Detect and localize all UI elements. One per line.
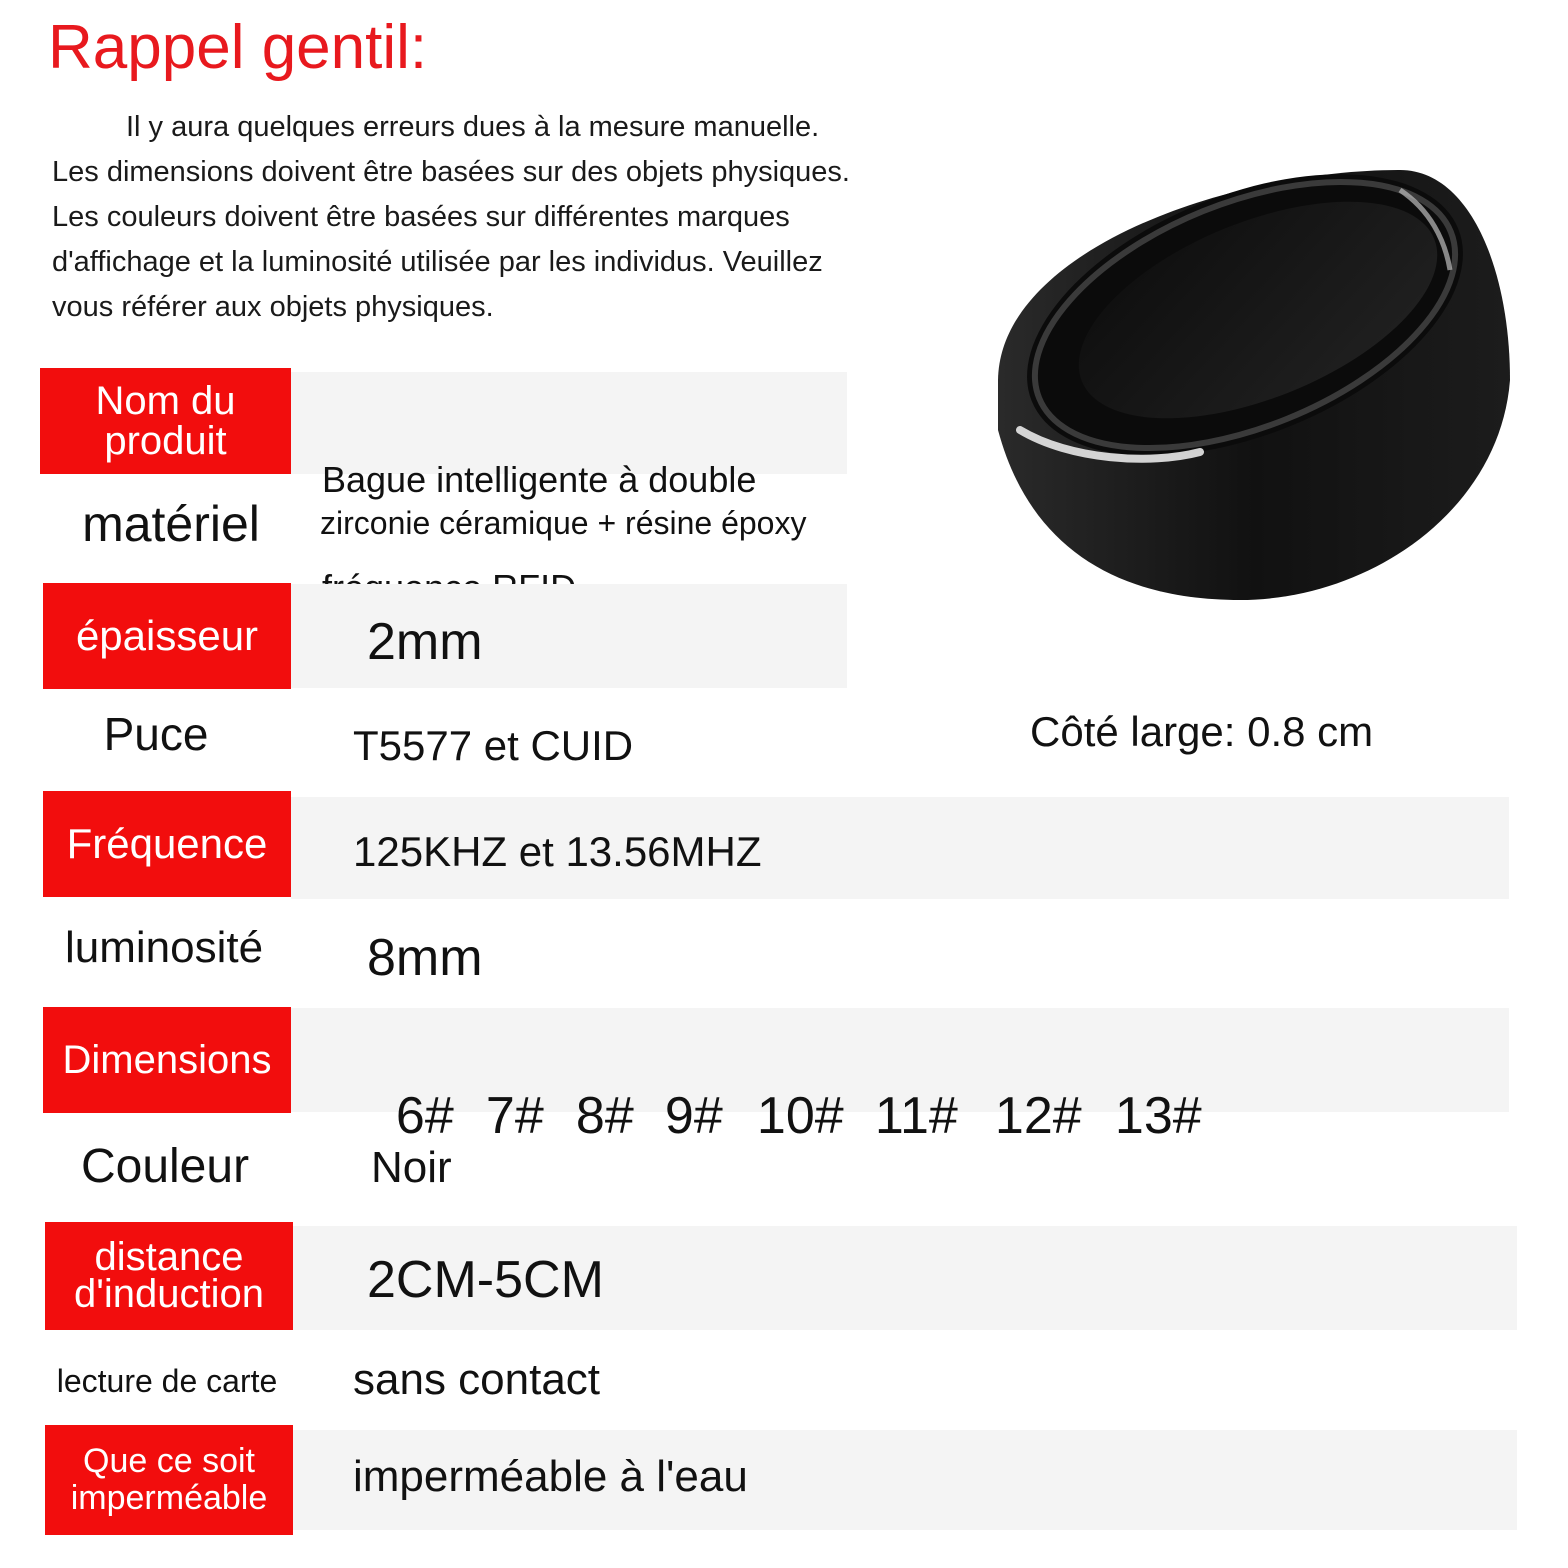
label-brightness: luminosité <box>64 923 264 972</box>
label-induction-distance <box>45 1222 293 1330</box>
notice-line: d'affichage et la luminosité utilisée par les individus. Veuillez <box>52 246 823 278</box>
label-product-name <box>40 368 291 474</box>
label-dimensions: Dimensions <box>43 1007 291 1113</box>
label-text: imperméable <box>70 1479 268 1517</box>
value-frequency: 125KHZ et 13.56MHZ <box>353 828 762 875</box>
label-frequency: Fréquence <box>43 791 291 897</box>
value-chip: T5577 et CUID <box>353 722 634 769</box>
label-text: produit <box>104 419 227 463</box>
label-thickness: épaisseur <box>43 583 291 689</box>
size-option: 11# <box>874 1087 958 1145</box>
size-option: 10# <box>756 1087 844 1145</box>
ring-image <box>990 130 1520 630</box>
label-waterproof <box>45 1425 293 1535</box>
size-option: 7# <box>485 1087 544 1145</box>
label-material: matériel <box>82 496 260 552</box>
page-title: Rappel gentil: <box>48 13 428 82</box>
size-option: 12# <box>994 1087 1082 1145</box>
label-color: Couleur <box>80 1139 250 1193</box>
value-color: Noir <box>371 1143 452 1192</box>
side-note: Côté large: 0.8 cm <box>1030 708 1374 755</box>
value-induction-distance: 2CM-5CM <box>367 1251 604 1309</box>
notice-text <box>52 105 982 330</box>
notice-line: Les couleurs doivent être basées sur différentes marques <box>52 201 790 233</box>
value-waterproof: imperméable à l'eau <box>353 1452 748 1501</box>
notice-line: vous référer aux objets physiques. <box>52 291 494 323</box>
notice-line: Les dimensions doivent être basées sur des objets physiques. <box>52 156 850 188</box>
label-card-reading: lecture de carte <box>56 1362 278 1399</box>
notice-line: Il y aura quelques erreurs dues à la mesure manuelle. <box>126 111 820 143</box>
size-option: 6# <box>395 1087 454 1145</box>
value-thickness: 2mm <box>367 613 483 671</box>
value-text: Bague intelligente à double <box>322 459 757 500</box>
value-material: zirconie céramique + résine époxy <box>320 505 807 541</box>
label-text: d'induction <box>74 1272 264 1316</box>
size-option: 9# <box>664 1087 723 1145</box>
size-option: 13# <box>1114 1087 1202 1145</box>
size-option: 8# <box>575 1087 634 1145</box>
label-text: Nom du <box>95 379 236 423</box>
label-chip: Puce <box>103 708 209 760</box>
value-brightness: 8mm <box>367 929 483 987</box>
value-card-reading: sans contact <box>353 1355 601 1404</box>
label-text: distance <box>94 1235 244 1279</box>
label-text: Que ce soit <box>83 1442 255 1480</box>
value-dimensions <box>367 1026 1202 1146</box>
